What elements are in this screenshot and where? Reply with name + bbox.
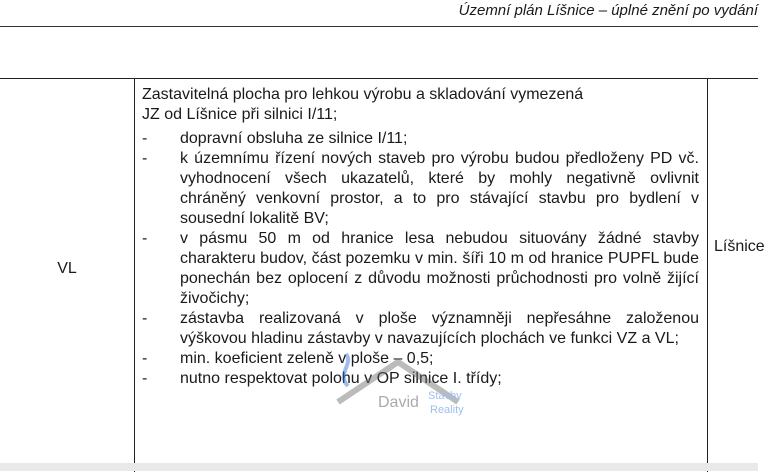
column-divider [707,79,708,472]
condition-item [142,229,699,309]
list-bullet: - [142,130,148,147]
list-bullet: - [142,150,148,167]
list-bullet: - [142,350,148,367]
condition-text: k územnímu řízení nových staveb pro výrobu budou předloženy PD vč. vyhodnocení všech ukazatelů, které by mohly negativně ovlivnit chráněný venkovní prostor, a to pro stávající stavbu pro bydlení v sousední lokalitě BV; [180,150,699,227]
watermark-text: Reality [430,404,464,416]
zone-intro-line: Zastavitelná plocha pro lehkou výrobu a skladování vymezená [142,86,584,103]
list-bullet: - [142,230,148,247]
condition-text: nutno respektovat polohu v OP silnice I. třídy; [180,370,502,387]
list-bullet: - [142,370,148,387]
zone-code: VL [57,260,77,277]
zone-intro [142,85,699,125]
condition-text: min. koeficient zeleně v ploše – 0,5; [180,350,434,367]
list-bullet: - [142,310,148,327]
zoning-table [0,78,765,472]
watermark-text: Stavby [428,390,462,402]
zone-intro-line: JZ od Líšnice při silnici I/11; [142,106,338,123]
watermark-text: David [378,394,419,411]
zone-description [142,85,699,389]
condition-text: dopravní obsluha ze silnice I/11; [180,130,408,147]
condition-item [142,129,699,149]
condition-item [142,369,699,389]
column-divider [134,79,135,472]
condition-item [142,149,699,229]
condition-text: zástavba realizovaná v ploše významněji nepřesáhne založenou výškovou hladinu zástavby v navazujících plochách ve funkci VZ a VL; [180,310,699,347]
page-header [0,0,758,27]
condition-item [142,349,699,369]
zone-location: Líšnice [714,238,765,255]
page-bottom-edge [0,463,758,471]
condition-list [142,129,699,389]
condition-text: v pásmu 50 m od hranice lesa nebudou situovány žádné stavby charakteru budov, část pozemku v min. šíři 10 m od hranice PUPFL bude ponechán bez oplocení z důvodu možnosti průchodnosti pro volně žijící živočichy; [180,230,699,307]
document-title: Územní plán Líšnice – úplné znění po vydání [458,2,758,19]
condition-item [142,309,699,349]
